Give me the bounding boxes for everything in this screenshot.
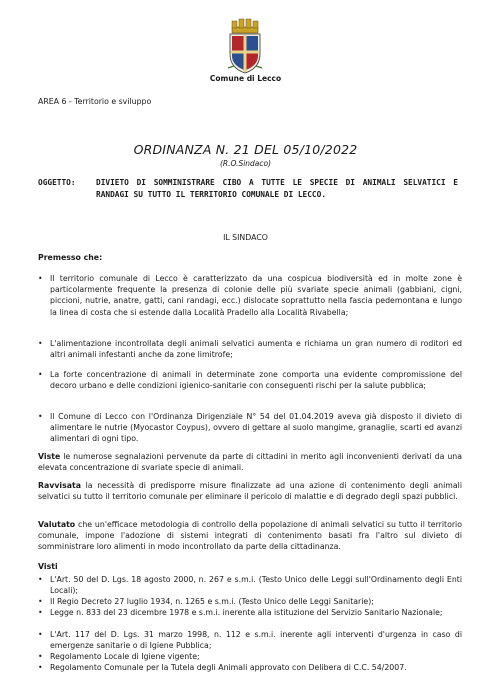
ravvisata-lead: Ravvisata xyxy=(38,481,81,490)
ordinance-title: ORDINANZA N. 21 DEL 05/10/2022 xyxy=(133,142,358,157)
premesso-item: Il Comune di Lecco con l'Ordinanza Dirigenziale N° 54 del 01.04.2019 aveva già disposto il divieto di alimentare le nutrie (Myocastor Coypus), ovvero di gettare al suolo mangime, granaglie, scarti ed avanzi alimentari di ogni tipo. xyxy=(50,412,462,444)
viste-text: le numerose segnalazioni pervenute da parte di cittadini in merito agli inconvenienti derivati da una elevata concentrazione di svariate specie di animali. xyxy=(38,452,462,473)
bullet-icon: • xyxy=(38,274,43,283)
viste-paragraph xyxy=(38,451,462,473)
bullet-icon: • xyxy=(38,663,43,672)
subject-label: OGGETTO: xyxy=(38,178,76,187)
premesso-item: La forte concentrazione di animali in determinate zone comporta una evidente compromissione del decoro urbano e delle condizioni igienico-sanitarie con conseguenti rischi per la salute pubblica; xyxy=(50,370,462,391)
visti-item: Regolamento Locale di Igiene vigente; xyxy=(50,652,200,661)
visti-item: Regolamento Comunale per la Tutela degli Animali approvato con Delibera di C.C. 54/2007. xyxy=(50,663,407,672)
municipality-name: Comune di Lecco xyxy=(209,74,282,83)
bullet-icon: • xyxy=(38,608,43,617)
bullet-icon: • xyxy=(38,370,43,379)
bullet-icon: • xyxy=(38,630,43,639)
mayor-heading: IL SINDACO xyxy=(223,233,268,242)
bullet-icon: • xyxy=(38,652,43,661)
valutato-lead: Valutato xyxy=(38,520,76,529)
bullet-icon: • xyxy=(38,575,43,584)
premesso-heading: Premesso che: xyxy=(38,253,103,262)
bullet-icon: • xyxy=(38,339,43,348)
bullet-icon: • xyxy=(38,597,43,606)
visti-heading: Visti xyxy=(38,562,58,571)
department-label: AREA 6 - Territorio e sviluppo xyxy=(38,97,152,106)
visti-item: L'Art. 50 del D. Lgs. 18 agosto 2000, n. 267 e s.m.i. (Testo Unico delle Leggi sull'Ordinamento degli Enti Locali); xyxy=(50,575,462,596)
coat-of-arms-icon xyxy=(224,18,266,74)
premesso-item: L'alimentazione incontrollata degli animali selvatici aumenta e richiama un gran numero di roditori ed altri animali infestanti anche da zone limitrofe; xyxy=(50,339,462,360)
bullet-icon: • xyxy=(38,412,43,421)
subject-text: DIVIETO DI SOMMINISTRARE CIBO A TUTTE LE SPECIE DI ANIMALI SELVATICI E RANDAGI SU TUTTO IL TERRITORIO COMUNALE DI LECCO. xyxy=(96,178,458,199)
ordinance-subtitle: (R.O.Sindaco) xyxy=(219,159,272,168)
crown-icon xyxy=(232,19,258,33)
viste-lead: Viste xyxy=(38,452,61,461)
valutato-text: che un'efficace metodologia di controllo della popolazione di animali selvatici su tutto il territorio comunale, impone l'adozione di sistemi integrati di contenimento basati fra l'altro sul divieto di somministrare loro alimenti in modo incontrollato da parte della cittadinanza. xyxy=(38,520,462,552)
visti-item: Il Regio Decreto 27 luglio 1934, n. 1265 e s.m.i. (Testo Unico delle Leggi Sanitarie); xyxy=(50,597,374,606)
visti-item: Legge n. 833 del 23 dicembre 1978 e s.m.i. inerente alla istituzione del Servizio Sanitario Nazionale; xyxy=(50,608,443,617)
ravvisata-text: la necessità di predisporre misure finalizzate ad una azione di contenimento degli animali selvatici su tutto il territorio comunale per eliminare il pericolo di malattie e di degrado degli spazi pubblici. xyxy=(38,481,462,502)
valutato-paragraph xyxy=(38,519,462,553)
premesso-item: Il territorio comunale di Lecco è caratterizzato da una cospicua biodiversità ed in molte zone è particolarmente frequente la presenza di colonie delle più svariate specie animali (gabbiani, cigni, piccioni, nutrie, anatre, gatti, cani randagi, ecc.) dislocate soprattutto nella fascia pedemontana e lungo la linea di costa che si estende dalla Località Pradello alla Località Rivabella; xyxy=(50,274,462,317)
visti-item: L'Art. 117 del D. Lgs. 31 marzo 1998, n. 112 e s.m.i. inerente agli interventi d'urgenza in caso di emergenze sanitarie o di Igiene Pubblica; xyxy=(50,630,462,651)
ravvisata-paragraph xyxy=(38,480,462,502)
